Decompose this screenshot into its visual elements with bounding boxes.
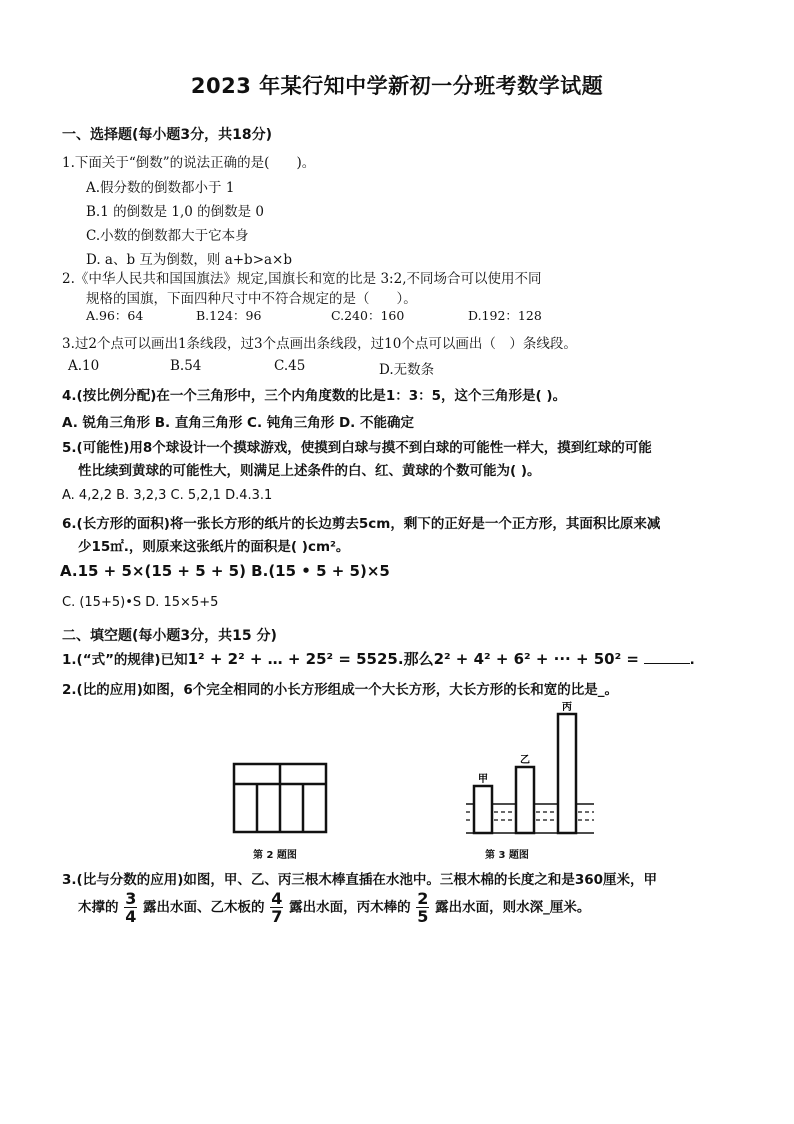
- q4-stem: 4.(按比例分配)在一个三角形中，三个内角度数的比是1：3：5，这个三角形是( )。: [62, 388, 567, 404]
- fill-q3-text-3: 露出水面，丙木棒的: [289, 899, 411, 916]
- fraction-3-denominator: 5: [417, 907, 429, 926]
- fraction-2-denominator: 7: [271, 907, 283, 926]
- fraction-2-numerator: 4: [271, 889, 283, 908]
- q5-options: A. 4,2,2 B. 3,2,3 C. 5,2,1 D.4.3.1: [62, 488, 273, 503]
- q1-option-a: A.假分数的倒数都小于 1: [86, 180, 235, 196]
- stick-bing: [558, 714, 576, 833]
- fraction-1-numerator: 3: [125, 889, 137, 908]
- q6-stem-line2: 少15㎡.，则原来这张纸片的面积是( )cm²。: [78, 539, 350, 555]
- q5-stem-line1: 5.(可能性)用8个球设计一个摸球游戏，使摸到白球与摸不到白球的可能性一样大，摸到红球的可能: [62, 440, 652, 456]
- fraction-two-fifths: [416, 890, 429, 925]
- fill-q1: [62, 648, 695, 669]
- fill-q3-text-4: 露出水面，则水深_厘米。: [435, 899, 591, 916]
- stick-bing-label: 丙: [562, 702, 572, 713]
- q2-stem-line1: 2.《中华人民共和国国旗法》规定,国旗长和宽的比是 3:2,不同场合可以使用不同: [62, 271, 542, 287]
- q6-options-cd: C. (15+5)•S D. 15×5+5: [62, 595, 219, 610]
- q1-option-b: B.1 的倒数是 1,0 的倒数是 0: [86, 204, 265, 220]
- fill-q3-text-2: 露出水面、乙木板的: [143, 899, 265, 916]
- figure-2-rectangles: [232, 762, 328, 834]
- fill-q1-prefix: 1.(“式”的规律)已知: [62, 652, 188, 668]
- q2-option-a: A.96：64: [86, 308, 144, 323]
- q1-stem: 1.下面关于“倒数”的说法正确的是( )。: [62, 155, 316, 171]
- q3-option-b: B.54: [170, 358, 202, 374]
- fill-q1-answer-blank[interactable]: [644, 649, 690, 664]
- q6-options-ab: A.15 + 5×(15 + 5 + 5) B.(15 • 5 + 5)×5: [60, 562, 390, 580]
- fraction-1-denominator: 4: [125, 907, 137, 926]
- fill-q2-stem: 2.(比的应用)如图，6个完全相同的小长方形组成一个大长方形，大长方形的长和宽的比是_。: [62, 682, 619, 698]
- q2-option-d: D.192：128: [468, 308, 542, 323]
- q5-stem-line2: 性比续到黄球的可能性大，则满足上述条件的白、红、黄球的个数可能为( )。: [78, 463, 541, 479]
- fill-q3-text-1: 木撑的: [78, 899, 119, 916]
- section-2-heading: 二、填空题(每小题3分，共15 分): [62, 628, 277, 644]
- stick-jia-label: 甲: [478, 774, 488, 785]
- q6-stem-line1: 6.(长方形的面积)将一张长方形的纸片的长边剪去5cm，剩下的正好是一个正方形，其面积比原来减: [62, 516, 661, 532]
- q3-option-d: D.无数条: [379, 362, 435, 378]
- fill-q3-stem-line2: [78, 890, 590, 925]
- figure-2-caption: 第 2 题图: [253, 850, 297, 861]
- figure-3-caption: 第 3 题图: [485, 850, 529, 861]
- q3-stem: 3.过2个点可以画出1条线段，过3个点画出条线段，过10个点可以画出（ ）条线段。: [62, 336, 577, 352]
- stick-jia: [474, 786, 492, 833]
- q3-option-c: C.45: [274, 358, 306, 374]
- stick-yi: [516, 767, 534, 833]
- fill-q3-stem-line1: 3.(比与分数的应用)如图，甲、乙、丙三根木棒直插在水池中。三根木棉的长度之和是360厘米，甲: [62, 872, 658, 888]
- stick-yi-label: 乙: [520, 755, 530, 766]
- figure-3-sticks: [462, 700, 600, 840]
- fraction-three-quarters: [124, 890, 137, 925]
- q2-option-b: B.124：96: [196, 308, 262, 323]
- q4-options: A. 锐角三角形 B. 直角三角形 C. 钝角三角形 D. 不能确定: [62, 415, 415, 431]
- section-1-heading: 一、选择题(每小题3分，共18分): [62, 127, 273, 143]
- fill-q1-suffix: .: [689, 652, 695, 668]
- q2-stem-line2: 规格的国旗，下面四种尺寸中不符合规定的是（ ）。: [86, 291, 417, 307]
- q2-option-c: C.240：160: [331, 308, 405, 323]
- q1-option-c: C.小数的倒数都大于它本身: [86, 228, 249, 244]
- q3-option-a: A.10: [68, 358, 100, 374]
- fraction-four-sevenths: [270, 890, 283, 925]
- fill-q1-formula: 1² + 2² + … + 25² = 5525.那么2² + 4² + 6² + ··· + 50² =: [187, 650, 639, 668]
- page-title: 2023 年某行知中学新初一分班考数学试题: [190, 74, 604, 98]
- q1-option-d: D. a、b 互为倒数，则 a+b>a×b: [86, 252, 293, 268]
- fraction-3-numerator: 2: [417, 889, 429, 908]
